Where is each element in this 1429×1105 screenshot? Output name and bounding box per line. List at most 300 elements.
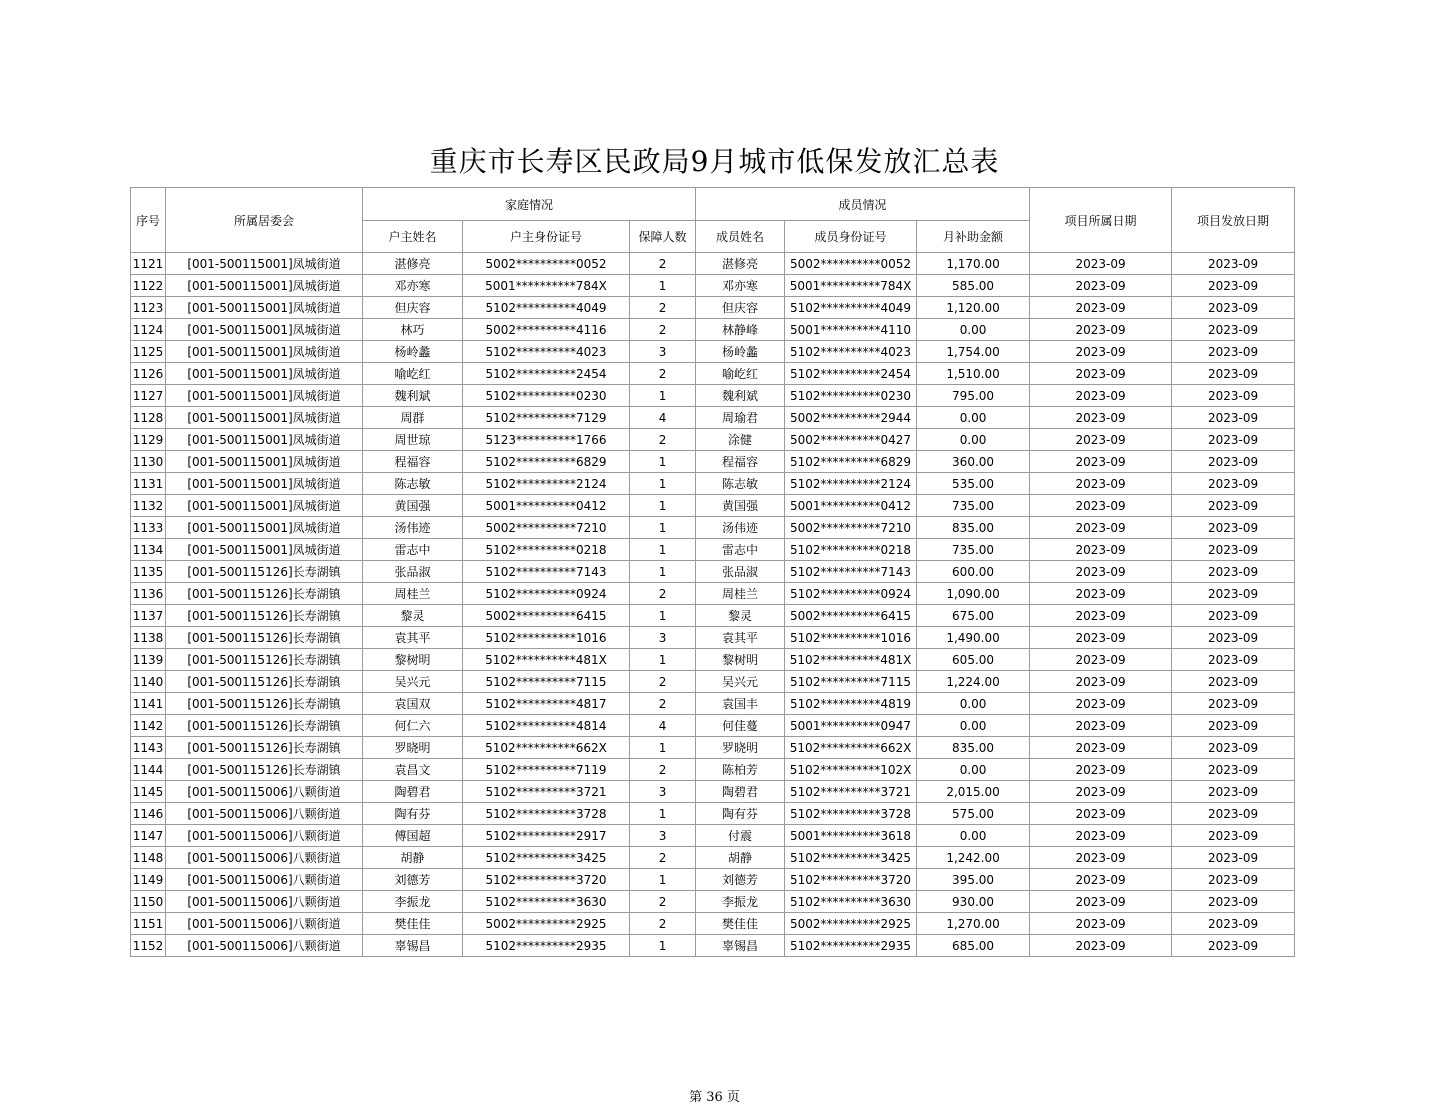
count-cell: 2 (630, 319, 696, 341)
head-id-cell: 5102**********3721 (463, 781, 630, 803)
count-cell: 2 (630, 583, 696, 605)
report-body (131, 253, 1295, 957)
seq-cell: 1149 (131, 869, 166, 891)
count-cell: 1 (630, 539, 696, 561)
project-date-cell: 2023-09 (1030, 913, 1172, 935)
amount-cell: 1,242.00 (917, 847, 1030, 869)
count-cell: 3 (630, 341, 696, 363)
member-name-cell: 林静峰 (696, 319, 785, 341)
member-name-cell: 黎树明 (696, 649, 785, 671)
seq-cell: 1152 (131, 935, 166, 957)
head-id-cell: 5002**********2925 (463, 913, 630, 935)
count-cell: 1 (630, 803, 696, 825)
member-name-cell: 汤伟迹 (696, 517, 785, 539)
amount-cell: 0.00 (917, 759, 1030, 781)
member-id-cell: 5002**********7210 (785, 517, 917, 539)
head-id-cell: 5102**********7129 (463, 407, 630, 429)
head-name-cell: 张品淑 (363, 561, 463, 583)
table-row (131, 825, 1295, 847)
committee-cell: [001-500115006]八颗街道 (166, 935, 363, 957)
table-row (131, 385, 1295, 407)
head-name-cell: 吴兴元 (363, 671, 463, 693)
amount-cell: 0.00 (917, 715, 1030, 737)
member-id-cell: 5102**********3630 (785, 891, 917, 913)
committee-cell: [001-500115006]八颗街道 (166, 781, 363, 803)
project-date-cell: 2023-09 (1030, 341, 1172, 363)
count-cell: 2 (630, 363, 696, 385)
table-row (131, 363, 1295, 385)
header-count: 保障人数 (630, 221, 696, 253)
seq-cell: 1140 (131, 671, 166, 693)
head-name-cell: 黎灵 (363, 605, 463, 627)
amount-cell: 795.00 (917, 385, 1030, 407)
header-head-id: 户主身份证号 (463, 221, 630, 253)
seq-cell: 1126 (131, 363, 166, 385)
head-name-cell: 黄国强 (363, 495, 463, 517)
project-date-cell: 2023-09 (1030, 297, 1172, 319)
committee-cell: [001-500115126]长寿湖镇 (166, 671, 363, 693)
head-name-cell: 陶有芬 (363, 803, 463, 825)
head-id-cell: 5002**********0052 (463, 253, 630, 275)
head-id-cell: 5102**********7119 (463, 759, 630, 781)
head-id-cell: 5102**********2454 (463, 363, 630, 385)
header-member-group: 成员情况 (696, 188, 1030, 221)
member-name-cell: 但庆容 (696, 297, 785, 319)
member-id-cell: 5001**********784X (785, 275, 917, 297)
project-date-cell: 2023-09 (1030, 847, 1172, 869)
table-row (131, 759, 1295, 781)
issue-date-cell: 2023-09 (1172, 671, 1295, 693)
issue-date-cell: 2023-09 (1172, 275, 1295, 297)
member-id-cell: 5102**********7115 (785, 671, 917, 693)
project-date-cell: 2023-09 (1030, 781, 1172, 803)
project-date-cell: 2023-09 (1030, 473, 1172, 495)
member-id-cell: 5102**********0218 (785, 539, 917, 561)
head-name-cell: 周桂兰 (363, 583, 463, 605)
amount-cell: 2,015.00 (917, 781, 1030, 803)
issue-date-cell: 2023-09 (1172, 407, 1295, 429)
member-name-cell: 杨岭蠡 (696, 341, 785, 363)
seq-cell: 1148 (131, 847, 166, 869)
table-row (131, 737, 1295, 759)
table-row (131, 693, 1295, 715)
seq-cell: 1144 (131, 759, 166, 781)
issue-date-cell: 2023-09 (1172, 429, 1295, 451)
project-date-cell: 2023-09 (1030, 935, 1172, 957)
amount-cell: 0.00 (917, 825, 1030, 847)
issue-date-cell: 2023-09 (1172, 737, 1295, 759)
head-id-cell: 5002**********4116 (463, 319, 630, 341)
committee-cell: [001-500115126]长寿湖镇 (166, 627, 363, 649)
table-row (131, 561, 1295, 583)
amount-cell: 835.00 (917, 517, 1030, 539)
project-date-cell: 2023-09 (1030, 583, 1172, 605)
head-id-cell: 5123**********1766 (463, 429, 630, 451)
committee-cell: [001-500115006]八颗街道 (166, 825, 363, 847)
table-row (131, 451, 1295, 473)
project-date-cell: 2023-09 (1030, 803, 1172, 825)
head-name-cell: 周群 (363, 407, 463, 429)
head-name-cell: 袁国双 (363, 693, 463, 715)
low-income-report-table (130, 187, 1295, 957)
head-id-cell: 5102**********0924 (463, 583, 630, 605)
issue-date-cell: 2023-09 (1172, 891, 1295, 913)
committee-cell: [001-500115126]长寿湖镇 (166, 759, 363, 781)
head-id-cell: 5102**********662X (463, 737, 630, 759)
issue-date-cell: 2023-09 (1172, 473, 1295, 495)
project-date-cell: 2023-09 (1030, 891, 1172, 913)
table-row (131, 429, 1295, 451)
seq-cell: 1122 (131, 275, 166, 297)
issue-date-cell: 2023-09 (1172, 627, 1295, 649)
table-row (131, 913, 1295, 935)
issue-date-cell: 2023-09 (1172, 451, 1295, 473)
head-name-cell: 黎树明 (363, 649, 463, 671)
seq-cell: 1136 (131, 583, 166, 605)
committee-cell: [001-500115001]凤城街道 (166, 363, 363, 385)
committee-cell: [001-500115001]凤城街道 (166, 495, 363, 517)
issue-date-cell: 2023-09 (1172, 385, 1295, 407)
committee-cell: [001-500115006]八颗街道 (166, 869, 363, 891)
count-cell: 2 (630, 429, 696, 451)
count-cell: 2 (630, 297, 696, 319)
project-date-cell: 2023-09 (1030, 737, 1172, 759)
seq-cell: 1125 (131, 341, 166, 363)
member-id-cell: 5102**********7143 (785, 561, 917, 583)
head-name-cell: 林巧 (363, 319, 463, 341)
member-id-cell: 5102**********4023 (785, 341, 917, 363)
member-id-cell: 5102**********3425 (785, 847, 917, 869)
seq-cell: 1127 (131, 385, 166, 407)
issue-date-cell: 2023-09 (1172, 363, 1295, 385)
member-id-cell: 5102**********2454 (785, 363, 917, 385)
count-cell: 4 (630, 407, 696, 429)
member-id-cell: 5102**********3720 (785, 869, 917, 891)
issue-date-cell: 2023-09 (1172, 583, 1295, 605)
member-name-cell: 邓亦寒 (696, 275, 785, 297)
issue-date-cell: 2023-09 (1172, 341, 1295, 363)
head-id-cell: 5102**********4023 (463, 341, 630, 363)
count-cell: 1 (630, 275, 696, 297)
member-id-cell: 5102**********3721 (785, 781, 917, 803)
seq-cell: 1134 (131, 539, 166, 561)
table-row (131, 869, 1295, 891)
member-id-cell: 5002**********2925 (785, 913, 917, 935)
amount-cell: 0.00 (917, 693, 1030, 715)
count-cell: 1 (630, 561, 696, 583)
count-cell: 2 (630, 913, 696, 935)
count-cell: 3 (630, 781, 696, 803)
project-date-cell: 2023-09 (1030, 825, 1172, 847)
member-name-cell: 黄国强 (696, 495, 785, 517)
table-row (131, 341, 1295, 363)
amount-cell: 1,090.00 (917, 583, 1030, 605)
seq-cell: 1142 (131, 715, 166, 737)
committee-cell: [001-500115006]八颗街道 (166, 847, 363, 869)
committee-cell: [001-500115006]八颗街道 (166, 913, 363, 935)
member-name-cell: 雷志中 (696, 539, 785, 561)
committee-cell: [001-500115126]长寿湖镇 (166, 583, 363, 605)
head-name-cell: 李振龙 (363, 891, 463, 913)
header-amount: 月补助金额 (917, 221, 1030, 253)
project-date-cell: 2023-09 (1030, 671, 1172, 693)
amount-cell: 1,754.00 (917, 341, 1030, 363)
head-name-cell: 汤伟迹 (363, 517, 463, 539)
member-name-cell: 陈志敏 (696, 473, 785, 495)
committee-cell: [001-500115001]凤城街道 (166, 297, 363, 319)
head-id-cell: 5102**********2935 (463, 935, 630, 957)
head-id-cell: 5102**********481X (463, 649, 630, 671)
project-date-cell: 2023-09 (1030, 451, 1172, 473)
issue-date-cell: 2023-09 (1172, 847, 1295, 869)
member-id-cell: 5002**********6415 (785, 605, 917, 627)
header-row-top (131, 188, 1295, 221)
head-id-cell: 5102**********4814 (463, 715, 630, 737)
head-name-cell: 程福容 (363, 451, 463, 473)
project-date-cell: 2023-09 (1030, 715, 1172, 737)
amount-cell: 1,170.00 (917, 253, 1030, 275)
member-name-cell: 付震 (696, 825, 785, 847)
count-cell: 1 (630, 869, 696, 891)
table-row (131, 649, 1295, 671)
head-name-cell: 辜锡昌 (363, 935, 463, 957)
page-number: 第 36 页 (689, 1090, 740, 1105)
seq-cell: 1151 (131, 913, 166, 935)
seq-cell: 1124 (131, 319, 166, 341)
head-name-cell: 罗晓明 (363, 737, 463, 759)
header-member-id: 成员身份证号 (785, 221, 917, 253)
amount-cell: 0.00 (917, 407, 1030, 429)
amount-cell: 395.00 (917, 869, 1030, 891)
issue-date-cell: 2023-09 (1172, 517, 1295, 539)
member-name-cell: 袁其平 (696, 627, 785, 649)
member-name-cell: 黎灵 (696, 605, 785, 627)
member-id-cell: 5102**********0924 (785, 583, 917, 605)
member-name-cell: 刘德芳 (696, 869, 785, 891)
count-cell: 2 (630, 891, 696, 913)
header-issue-date: 项目发放日期 (1172, 188, 1295, 253)
table-row (131, 495, 1295, 517)
head-id-cell: 5102**********7143 (463, 561, 630, 583)
head-name-cell: 喻屹红 (363, 363, 463, 385)
amount-cell: 1,224.00 (917, 671, 1030, 693)
member-name-cell: 樊佳佳 (696, 913, 785, 935)
seq-cell: 1138 (131, 627, 166, 649)
project-date-cell: 2023-09 (1030, 319, 1172, 341)
member-name-cell: 魏利斌 (696, 385, 785, 407)
member-id-cell: 5102**********4819 (785, 693, 917, 715)
committee-cell: [001-500115001]凤城街道 (166, 385, 363, 407)
project-date-cell: 2023-09 (1030, 649, 1172, 671)
count-cell: 4 (630, 715, 696, 737)
project-date-cell: 2023-09 (1030, 253, 1172, 275)
committee-cell: [001-500115126]长寿湖镇 (166, 605, 363, 627)
head-id-cell: 5102**********1016 (463, 627, 630, 649)
count-cell: 1 (630, 495, 696, 517)
project-date-cell: 2023-09 (1030, 429, 1172, 451)
head-id-cell: 5002**********6415 (463, 605, 630, 627)
head-id-cell: 5102**********3425 (463, 847, 630, 869)
table-row (131, 891, 1295, 913)
count-cell: 2 (630, 847, 696, 869)
amount-cell: 0.00 (917, 319, 1030, 341)
table-row (131, 847, 1295, 869)
head-name-cell: 袁其平 (363, 627, 463, 649)
amount-cell: 735.00 (917, 539, 1030, 561)
head-name-cell: 何仁六 (363, 715, 463, 737)
member-id-cell: 5102**********4049 (785, 297, 917, 319)
project-date-cell: 2023-09 (1030, 495, 1172, 517)
member-name-cell: 辜锡昌 (696, 935, 785, 957)
member-name-cell: 胡静 (696, 847, 785, 869)
seq-cell: 1133 (131, 517, 166, 539)
member-id-cell: 5001**********0947 (785, 715, 917, 737)
project-date-cell: 2023-09 (1030, 627, 1172, 649)
committee-cell: [001-500115126]长寿湖镇 (166, 561, 363, 583)
member-id-cell: 5102**********6829 (785, 451, 917, 473)
committee-cell: [001-500115126]长寿湖镇 (166, 649, 363, 671)
head-name-cell: 樊佳佳 (363, 913, 463, 935)
member-name-cell: 周桂兰 (696, 583, 785, 605)
seq-cell: 1139 (131, 649, 166, 671)
issue-date-cell: 2023-09 (1172, 253, 1295, 275)
head-name-cell: 袁昌文 (363, 759, 463, 781)
table-row (131, 605, 1295, 627)
committee-cell: [001-500115126]长寿湖镇 (166, 715, 363, 737)
seq-cell: 1132 (131, 495, 166, 517)
member-name-cell: 程福容 (696, 451, 785, 473)
header-project-date: 项目所属日期 (1030, 188, 1172, 253)
head-id-cell: 5102**********4817 (463, 693, 630, 715)
count-cell: 2 (630, 253, 696, 275)
committee-cell: [001-500115001]凤城街道 (166, 341, 363, 363)
count-cell: 1 (630, 385, 696, 407)
member-name-cell: 吴兴元 (696, 671, 785, 693)
seq-cell: 1135 (131, 561, 166, 583)
member-name-cell: 陈柏芳 (696, 759, 785, 781)
amount-cell: 1,490.00 (917, 627, 1030, 649)
issue-date-cell: 2023-09 (1172, 803, 1295, 825)
committee-cell: [001-500115001]凤城街道 (166, 407, 363, 429)
seq-cell: 1130 (131, 451, 166, 473)
project-date-cell: 2023-09 (1030, 517, 1172, 539)
committee-cell: [001-500115001]凤城街道 (166, 319, 363, 341)
member-id-cell: 5001**********4110 (785, 319, 917, 341)
issue-date-cell: 2023-09 (1172, 297, 1295, 319)
amount-cell: 605.00 (917, 649, 1030, 671)
project-date-cell: 2023-09 (1030, 605, 1172, 627)
issue-date-cell: 2023-09 (1172, 715, 1295, 737)
project-date-cell: 2023-09 (1030, 363, 1172, 385)
head-name-cell: 陶碧君 (363, 781, 463, 803)
member-name-cell: 袁国丰 (696, 693, 785, 715)
seq-cell: 1143 (131, 737, 166, 759)
table-row (131, 539, 1295, 561)
issue-date-cell: 2023-09 (1172, 781, 1295, 803)
head-id-cell: 5102**********3720 (463, 869, 630, 891)
seq-cell: 1131 (131, 473, 166, 495)
head-name-cell: 胡静 (363, 847, 463, 869)
amount-cell: 675.00 (917, 605, 1030, 627)
amount-cell: 0.00 (917, 429, 1030, 451)
member-name-cell: 涂健 (696, 429, 785, 451)
issue-date-cell: 2023-09 (1172, 693, 1295, 715)
project-date-cell: 2023-09 (1030, 759, 1172, 781)
amount-cell: 930.00 (917, 891, 1030, 913)
seq-cell: 1137 (131, 605, 166, 627)
member-name-cell: 何佳蔓 (696, 715, 785, 737)
committee-cell: [001-500115001]凤城街道 (166, 275, 363, 297)
head-id-cell: 5102**********2124 (463, 473, 630, 495)
table-row (131, 583, 1295, 605)
project-date-cell: 2023-09 (1030, 407, 1172, 429)
issue-date-cell: 2023-09 (1172, 561, 1295, 583)
member-name-cell: 李振龙 (696, 891, 785, 913)
head-name-cell: 魏利斌 (363, 385, 463, 407)
issue-date-cell: 2023-09 (1172, 759, 1295, 781)
table-row (131, 275, 1295, 297)
count-cell: 2 (630, 671, 696, 693)
head-name-cell: 邓亦寒 (363, 275, 463, 297)
member-name-cell: 周瑜君 (696, 407, 785, 429)
project-date-cell: 2023-09 (1030, 869, 1172, 891)
head-id-cell: 5001**********784X (463, 275, 630, 297)
project-date-cell: 2023-09 (1030, 693, 1172, 715)
count-cell: 1 (630, 517, 696, 539)
count-cell: 1 (630, 451, 696, 473)
count-cell: 2 (630, 693, 696, 715)
issue-date-cell: 2023-09 (1172, 935, 1295, 957)
seq-cell: 1123 (131, 297, 166, 319)
seq-cell: 1146 (131, 803, 166, 825)
header-committee: 所属居委会 (166, 188, 363, 253)
committee-cell: [001-500115001]凤城街道 (166, 539, 363, 561)
member-id-cell: 5002**********0427 (785, 429, 917, 451)
issue-date-cell: 2023-09 (1172, 825, 1295, 847)
member-name-cell: 陶碧君 (696, 781, 785, 803)
count-cell: 3 (630, 627, 696, 649)
amount-cell: 685.00 (917, 935, 1030, 957)
table-row (131, 473, 1295, 495)
head-id-cell: 5102**********2917 (463, 825, 630, 847)
member-id-cell: 5002**********0052 (785, 253, 917, 275)
amount-cell: 1,270.00 (917, 913, 1030, 935)
table-row (131, 935, 1295, 957)
table-row (131, 715, 1295, 737)
head-id-cell: 5001**********0412 (463, 495, 630, 517)
count-cell: 2 (630, 759, 696, 781)
head-name-cell: 周世琼 (363, 429, 463, 451)
issue-date-cell: 2023-09 (1172, 605, 1295, 627)
project-date-cell: 2023-09 (1030, 561, 1172, 583)
amount-cell: 585.00 (917, 275, 1030, 297)
issue-date-cell: 2023-09 (1172, 319, 1295, 341)
header-family-group: 家庭情况 (363, 188, 696, 221)
header-head-name: 户主姓名 (363, 221, 463, 253)
issue-date-cell: 2023-09 (1172, 869, 1295, 891)
table-row (131, 297, 1295, 319)
member-name-cell: 陶有芬 (696, 803, 785, 825)
table-row (131, 517, 1295, 539)
head-id-cell: 5102**********0230 (463, 385, 630, 407)
member-id-cell: 5102**********0230 (785, 385, 917, 407)
member-id-cell: 5102**********3728 (785, 803, 917, 825)
issue-date-cell: 2023-09 (1172, 495, 1295, 517)
member-id-cell: 5001**********0412 (785, 495, 917, 517)
header-member-name: 成员姓名 (696, 221, 785, 253)
member-id-cell: 5102**********662X (785, 737, 917, 759)
head-name-cell: 杨岭蠡 (363, 341, 463, 363)
